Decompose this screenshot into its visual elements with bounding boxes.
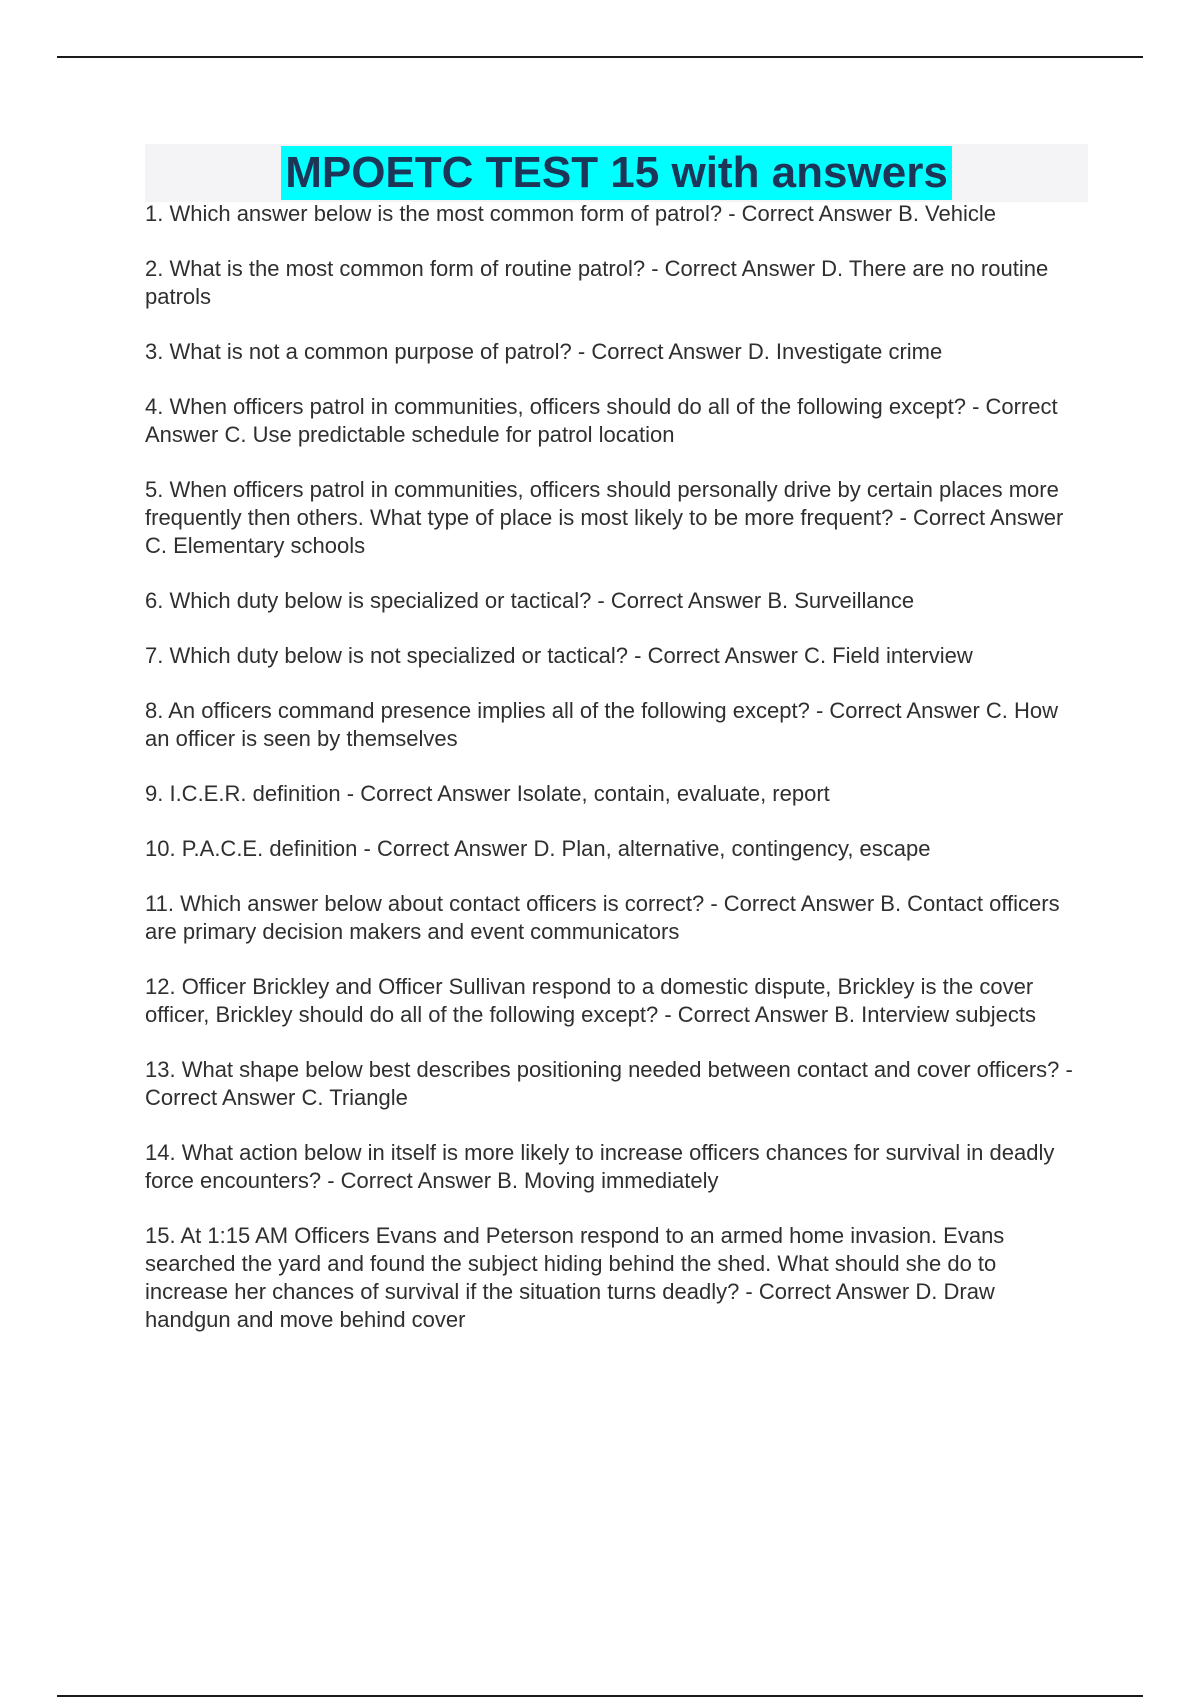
top-rule xyxy=(57,56,1143,58)
qa-item-2: 2. What is the most common form of routine patrol? - Correct Answer D. There are no routine patrols xyxy=(145,256,1049,309)
title-band xyxy=(145,144,1088,202)
qa-item-5: 5. When officers patrol in communities, officers should personally drive by certain places more frequently then others. What type of place is most likely to be more frequent? - Correct Answer C. Elementary schools xyxy=(145,477,1064,558)
qa-item-6: 6. Which duty below is specialized or tactical? - Correct Answer B. Surveillance xyxy=(145,588,915,613)
qa-item-9: 9. I.C.E.R. definition - Correct Answer Isolate, contain, evaluate, report xyxy=(145,781,830,806)
qa-item-15: 15. At 1:15 AM Officers Evans and Peterson respond to an armed home invasion. Evans searched the yard and found the subject hiding behind the shed. What should she do to increase her chances of survival if the situation turns deadly? - Correct Answer D. Draw handgun and move behind cover xyxy=(145,1223,1005,1332)
qa-item-1: 1. Which answer below is the most common form of patrol? - Correct Answer B. Vehicle xyxy=(145,201,996,226)
qa-list xyxy=(145,200,1085,1361)
qa-item-12: 12. Officer Brickley and Officer Sullivan respond to a domestic dispute, Brickley is the cover officer, Brickley should do all of the following except? - Correct Answer B. Interview subjects xyxy=(145,974,1037,1027)
qa-item-10: 10. P.A.C.E. definition - Correct Answer D. Plan, alternative, contingency, escape xyxy=(145,836,931,861)
qa-item-8: 8. An officers command presence implies all of the following except? - Correct Answer C. How an officer is seen by themselves xyxy=(145,698,1058,751)
qa-item-14: 14. What action below in itself is more likely to increase officers chances for survival in deadly force encounters? - Correct Answer B. Moving immediately xyxy=(145,1140,1055,1193)
qa-item-11: 11. Which answer below about contact officers is correct? - Correct Answer B. Contact officers are primary decision makers and event communicators xyxy=(145,891,1060,944)
page-title: MPOETC TEST 15 with answers xyxy=(281,146,952,200)
qa-item-4: 4. When officers patrol in communities, officers should do all of the following except? - Correct Answer C. Use predictable schedule for patrol location xyxy=(145,394,1058,447)
qa-item-7: 7. Which duty below is not specialized or tactical? - Correct Answer C. Field interview xyxy=(145,643,973,668)
qa-item-13: 13. What shape below best describes positioning needed between contact and cover officers? - Correct Answer C. Triangle xyxy=(145,1057,1073,1110)
bottom-rule xyxy=(57,1695,1143,1697)
qa-item-3: 3. What is not a common purpose of patrol? - Correct Answer D. Investigate crime xyxy=(145,339,943,364)
